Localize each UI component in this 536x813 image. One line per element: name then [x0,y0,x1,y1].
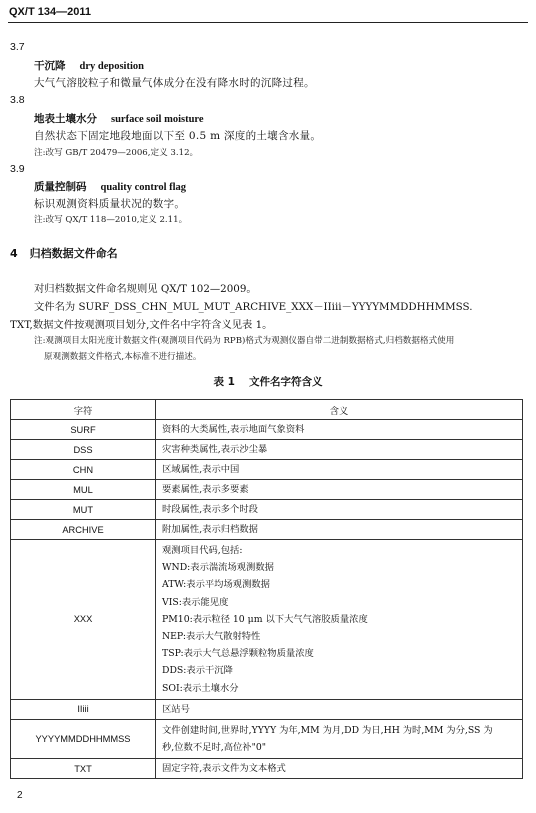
term-en: surface soil moisture [111,114,204,125]
term-definition: 自然状态下固定地段地面以下至 0.5 m 深度的土壤含水量。 [34,130,322,142]
table-row [11,719,523,758]
term-title [34,58,144,73]
meaning-line: 文件创建时间,世界时,YYYY 为年,MM 为月,DD 为日,HH 为时,MM 为分,SS 为 [162,724,493,736]
term-zh: 质量控制码 [34,181,87,193]
term-title [34,111,204,126]
table-row [11,759,523,779]
meaning-line: SOI:表示土壤水分 [162,682,239,694]
code-cell: TXT [11,759,156,779]
meaning-line: TSP:表示大气总悬浮颗粒物质量浓度 [162,648,314,660]
meaning-line: 区站号 [162,703,190,715]
meaning-cell [156,540,523,700]
table-row [11,480,523,500]
meaning-line: 秒,位数不足时,高位补"0" [162,742,267,754]
term-zh: 干沉降 [34,60,66,72]
meaning-line: 要素属性,表示多要素 [162,483,249,495]
meaning-cell [156,440,523,460]
code-cell: SURF [11,420,156,440]
table-row [11,500,523,520]
term-note: 注:改写 GB/T 20479—2006,定义 3.12。 [34,148,199,158]
meaning-cell [156,420,523,440]
term-title [34,179,186,194]
meaning-cell [156,520,523,540]
term-number: 3.9 [10,163,25,175]
term-number: 3.7 [10,41,25,53]
meaning-cell [156,719,523,758]
meaning-line: 固定字符,表示文件为文本格式 [162,763,286,775]
meaning-cell [156,699,523,719]
meaning-cell [156,500,523,520]
meaning-line: NEP:表示大气散射特性 [162,631,261,643]
meaning-line: 灾害种类属性,表示沙尘暴 [162,443,268,455]
meaning-line: 附加属性,表示归档数据 [162,523,258,535]
table-row [11,420,523,440]
page-number: 2 [17,790,23,801]
table-header-row [11,400,523,420]
code-cell: IIiii [11,699,156,719]
code-cell: YYYYMMDDHHMMSS [11,719,156,758]
term-en: dry deposition [79,61,144,72]
term-definition: 大气气溶胶粒子和微量气体成分在没有降水时的沉降过程。 [34,77,315,89]
paragraph: TXT,数据文件按观测项目划分,文件名中字符含义见表 1。 [10,319,273,331]
table-caption-number: 表 1 [213,376,235,388]
header-rule [8,22,528,23]
meaning-line: 资料的大类属性,表示地面气象资料 [162,423,305,435]
meaning-line: VIS:表示能见度 [162,596,229,608]
table-row [11,699,523,719]
meaning-line: ATW:表示平均场观测数据 [162,579,270,591]
meaning-cell [156,480,523,500]
table-caption [0,374,536,389]
meaning-line: 观测项目代码,包括: [162,545,243,556]
meaning-cell [156,460,523,480]
document-id: QX/T 134—2011 [9,6,91,18]
term-note: 注:改写 QX/T 118—2010,定义 2.11。 [34,215,188,225]
section-note: 注:观测项目太阳光度计数据文件(观测项目代码为 RPB)格式为观测仪器自带二进制数据格式,归档数据格式使用 [34,336,455,346]
table-row [11,440,523,460]
code-cell: MUL [11,480,156,500]
meaning-line: WND:表示湍流场观测数据 [162,562,274,574]
table-header-cell: 含义 [156,400,523,420]
table-caption-title: 文件名字符含义 [248,376,323,388]
meaning-line: 区域属性,表示中国 [162,463,240,475]
code-cell: XXX [11,540,156,700]
paragraph: 对归档数据文件命名规则见 QX/T 102—2009。 [34,283,257,295]
term-zh: 地表土壤水分 [34,113,97,125]
table-row [11,520,523,540]
meaning-line: 时段属性,表示多个时段 [162,503,258,515]
code-cell: CHN [11,460,156,480]
filename-table [10,399,523,779]
code-cell: DSS [11,440,156,460]
section-note: 原观测数据文件格式,本标准不进行描述。 [44,352,202,362]
section-title: 归档数据文件命名 [29,247,118,260]
table-body [11,420,523,779]
term-en: quality control flag [100,182,187,193]
table-row [11,460,523,480]
code-cell: MUT [11,500,156,520]
table-header-cell: 字符 [11,400,156,420]
meaning-line: PM10:表示粒径 10 μm 以下大气气溶胶质量浓度 [162,613,368,625]
meaning-line: DDS:表示干沉降 [162,665,233,677]
meaning-cell [156,759,523,779]
section-number: 4 [10,247,18,260]
code-cell: ARCHIVE [11,520,156,540]
section-heading [10,245,118,261]
paragraph: 文件名为 SURF_DSS_CHN_MUL_MUT_ARCHIVE_XXX－IIiii－YYYYMMDDHHMMSS. [34,301,473,313]
term-definition: 标识观测资料质量状况的数字。 [34,198,186,210]
table-row [11,540,523,700]
term-number: 3.8 [10,94,25,106]
